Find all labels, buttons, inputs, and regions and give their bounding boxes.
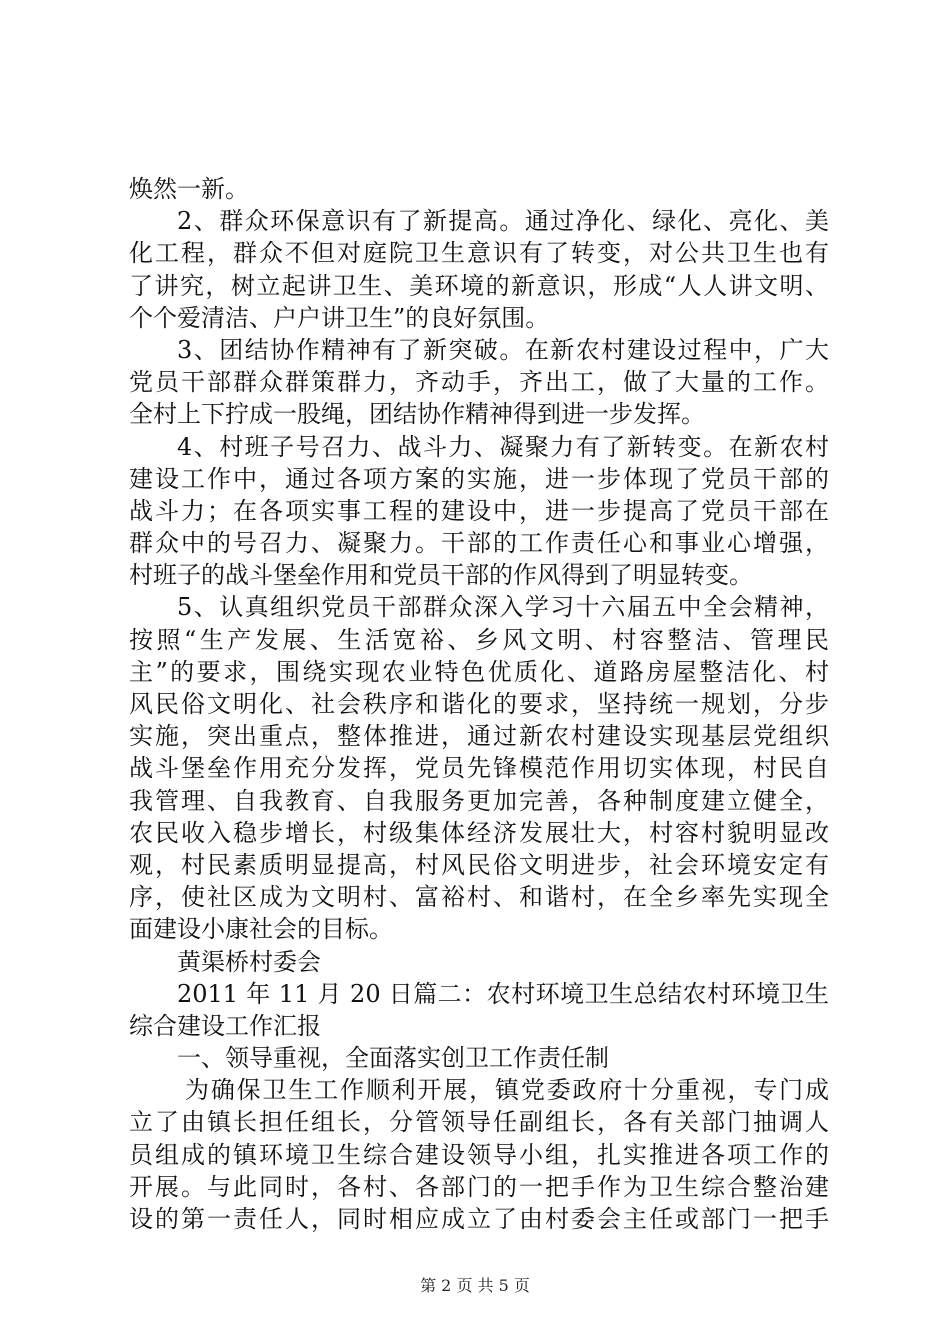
text-line: 为确保卫生工作顺利开展，镇党委政府十分重视，专门成 <box>185 1076 829 1105</box>
text-line: 主”的要求，围绕实现农业特色优质化、道路房屋整洁化、村 <box>129 657 829 686</box>
text-line: 员组成的镇环境卫生综合建设领导小组，扎实推进各项工作的 <box>129 1140 829 1169</box>
document-body <box>129 173 829 1235</box>
text-line: 我管理、自我教育、自我服务更加完善，各种制度建立健全， <box>129 786 829 815</box>
text-line: 战斗力；在各项实事工程的建设中，进一步提高了党员干部在 <box>129 496 829 525</box>
text-line: 了讲究，树立起讲卫生、美环境的新意识，形成“人人讲文明、 <box>129 271 829 300</box>
text-line: 立了由镇长担任组长，分管领导任副组长，各有关部门抽调人 <box>129 1108 829 1137</box>
text-line: 农民收入稳步增长，村级集体经济发展壮大，村容村貌明显改 <box>129 818 829 847</box>
text-line: 党员干部群众群策群力，齐动手，齐出工，做了大量的工作。 <box>129 368 829 397</box>
text-line: 开展。与此同时，各村、各部门的一把手作为卫生综合整治建 <box>129 1172 829 1201</box>
text-line: 序，使社区成为文明村、富裕村、和谐村，在全乡率先实现全 <box>129 883 829 912</box>
text-line: 2011 年 11 月 20 日篇二：农村环境卫生总结农村环境卫生 <box>177 979 829 1008</box>
text-line: 村班子的战斗堡垒作用和党员干部的作风得到了明显转变。 <box>129 561 753 590</box>
text-line: 群众中的号召力、凝聚力。干部的工作责任心和事业心增强， <box>129 529 829 558</box>
text-line: 焕然一新。 <box>129 175 249 203</box>
text-line: 建设工作中，通过各项方案的实施，进一步体现了党员干部的 <box>129 464 829 493</box>
text-line: 实施，突出重点，整体推进，通过新农村建设实现基层党组织 <box>129 722 829 751</box>
text-line: 4、村班子号召力、战斗力、凝聚力有了新转变。在新农村 <box>177 432 829 461</box>
page-footer: 第 2 页 共 5 页 <box>420 1276 530 1295</box>
text-line: 个个爱清洁、户户讲卫生”的良好氛围。 <box>129 303 550 332</box>
text-line: 一、领导重视，全面落实创卫工作责任制 <box>177 1044 609 1073</box>
text-line: 全村上下拧成一股绳，团结协作精神得到进一步发挥。 <box>129 400 705 429</box>
text-line: 5、认真组织党员干部群众深入学习十六届五中全会精神， <box>177 593 829 622</box>
text-line: 综合建设工作汇报 <box>129 1011 321 1040</box>
text-line: 3、团结协作精神有了新突破。在新农村建设过程中，广大 <box>177 335 829 364</box>
text-line: 黄渠桥村委会 <box>177 947 321 976</box>
text-line: 2、群众环保意识有了新提高。通过净化、绿化、亮化、美 <box>177 207 829 236</box>
text-line: 按照“生产发展、生活宽裕、乡风文明、村容整洁、管理民 <box>129 625 829 654</box>
text-line: 面建设小康社会的目标。 <box>129 915 393 944</box>
text-line: 战斗堡垒作用充分发挥，党员先锋模范作用切实体现，村民自 <box>129 754 829 783</box>
text-line: 风民俗文明化、社会秩序和谐化的要求，坚持统一规划，分步 <box>129 690 829 718</box>
text-line: 观，村民素质明显提高，村风民俗文明进步，社会环境安定有 <box>129 850 829 879</box>
text-line: 化工程，群众不但对庭院卫生意识有了转变，对公共卫生也有 <box>129 239 829 268</box>
text-line: 设的第一责任人，同时相应成立了由村委会主任或部门一把手 <box>129 1205 829 1233</box>
